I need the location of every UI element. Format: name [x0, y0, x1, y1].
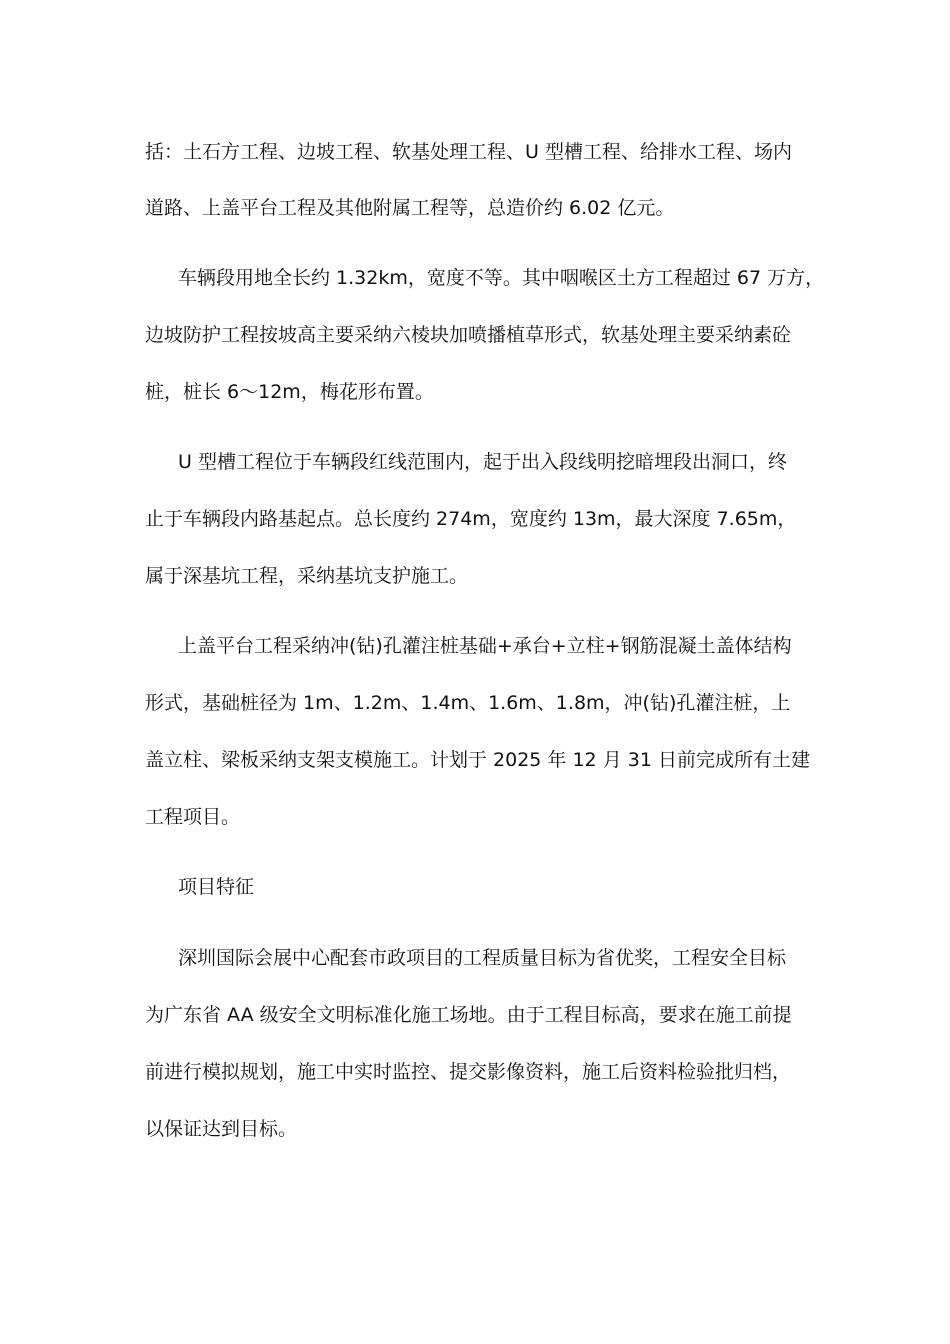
paragraph-line: 上盖平台工程采纳冲(钻)孔灌注桩基础+承台+立柱+钢筋混凝土盖体结构	[178, 635, 792, 657]
paragraph-line: 属于深基坑工程，采纳基坑支护施工。	[145, 565, 469, 587]
paragraph-line: 边坡防护工程按坡高主要采纳六棱块加喷播植草形式，软基处理主要采纳素砼	[145, 324, 792, 346]
paragraph-line: 深圳国际会展中心配套市政项目的工程质量目标为省优奖，工程安全目标	[178, 947, 787, 969]
paragraph-line: 形式，基础桩径为 1m、1.2m、1.4m、1.6m、1.8m，冲(钻)孔灌注桩，上	[145, 692, 791, 714]
paragraph-line: 括：土石方工程、边坡工程、软基处理工程、U 型槽工程、给排水工程、场内	[145, 141, 792, 163]
paragraph-line: 桩，桩长 6～12m，梅花形布置。	[145, 381, 434, 403]
paragraph-line: 盖立柱、梁板采纳支架支模施工。计划于 2025 年 12 月 31 日前完成所有土建	[145, 749, 810, 771]
paragraph-line: U 型槽工程位于车辆段红线范围内，起于出入段线明挖暗埋段出洞口，终	[178, 451, 787, 473]
paragraph-line: 前进行模拟规划，施工中实时监控、提交影像资料，施工后资料检验批归档，	[145, 1061, 792, 1083]
paragraph-line: 道路、上盖平台工程及其他附属工程等，总造价约 6.02 亿元。	[145, 197, 675, 219]
paragraph-line: 工程项目。	[145, 806, 241, 828]
paragraph-line: 止于车辆段内路基起点。总长度约 274m，宽度约 13m，最大深度 7.65m，	[145, 508, 797, 530]
section-heading: 项目特征	[178, 876, 255, 898]
paragraph-line: 车辆段用地全长约 1.32km，宽度不等。其中咽喉区土方工程超过 67 万方，	[178, 267, 825, 289]
paragraph-line: 为广东省 AA 级安全文明标准化施工场地。由于工程目标高，要求在施工前提	[145, 1004, 792, 1026]
paragraph-line: 以保证达到目标。	[145, 1118, 298, 1140]
